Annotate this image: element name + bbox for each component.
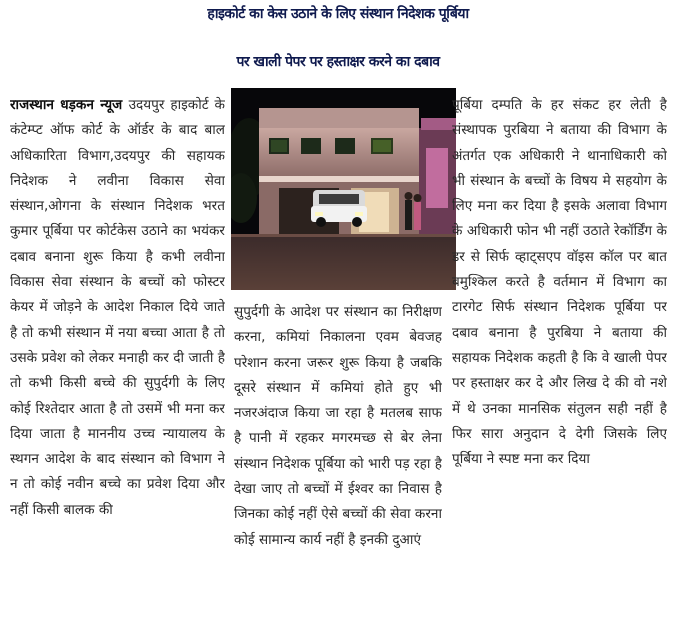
article-column-3 [452, 93, 667, 613]
headline-line-1: हाइकोर्ट का केस उठाने के लिए संस्थान निदेशक पूर्बिया [207, 6, 469, 22]
column-3-text: पूर्बिया दम्पति के हर संकट हर लेती है संस्थापक पुरबिया ने बताया की विभाग के अंतर्गत एक अधिकारी ने थानाधिकारी को भी संस्थान के बच्चों के विषय मे सहयोग के लिए मना कर दिया है इसके अलावा विभाग के अधिकारी फोन भी नहीं उठाते रेकॉर्डिंग के डर से सिर्फ व्हाट्सएप वॉइस कॉल पर बात बमुश्किल करते है वर्तमान में विभाग का टारगेट सिर्फ संस्थान निदेशक पूर्बिया पर दबाव बनाना है पुरबिया ने बताया की सहायक निदेशक कहती है कि वे खाली पेपर पर हस्ताक्षर कर दे और लिख दे की वो नशे में थे उनका मानसिक संतुलन सही नहीं है फिर सारा अनुदान दे देगी जिसके लिए पूर्बिया ने स्पष्ट मना कर दिया [452, 97, 667, 468]
news-photo [231, 88, 456, 290]
column-1-text: उदयपुर हाइकोर्ट के कंटेम्प्ट ऑफ कोर्ट के ऑर्डर के बाद बाल अधिकारिता विभाग,उदयपुर की सहायक निदेशक ने लवीना विकास सेवा संस्थान,ओगना के संस्थान निदेशक भरत कुमार पूर्बिया पर कोर्टकेस उठाने का भयंकर दबाव बनाना शुरू किया है कभी लवीना विकास सेवा संस्थान के बच्चों को फोस्टर केयर में जोड़ने के आदेश निकाल दिये जाते है तो कभी संस्थान में नया बच्चा आता है तो उसके प्रवेश को लेकर मनाही कर दी जाती है तो कभी किसी बच्चे की सुपुर्दगी के लिए कोई रिश्तेदार आता है तो उसमें भी मना कर दिया जाता है माननीय उच्च न्यायालय के स्थगन आदेश के बाद संस्थान को विभाग ने न तो कोई नवीन बच्चे का प्रवेश दिया और नहीं किसी बालक की [10, 97, 225, 518]
night-building-photo [231, 88, 456, 290]
dateline: राजस्थान धड़कन न्यूज [10, 97, 129, 113]
column-2-text: सुपुर्दगी के आदेश पर संस्थान का निरीक्षण करना, कमियां निकालना एवम बेवजह परेशान करना जरूर शुरू किया है जबकि दूसरे संस्थान में कमियां होते हुए भी नजरअंदाज किया जा रहा है मतलब साफ है पानी में रहकर मगरमच्छ से बेर लेना संस्थान निदेशक पूर्बिया को भारी पड़ रहा है देखा जाए तो बच्चों में ईश्वर का निवास है जिनका कोई नहीं ऐसे बच्चों की सेवा करना कोई सामान्य कार्य नहीं है इनकी दुआएं [234, 304, 442, 548]
article-column-2 [234, 300, 442, 620]
article-column-1 [10, 93, 225, 628]
headline-line-2: पर खाली पेपर पर हस्ताक्षर करने का दबाव [236, 54, 440, 70]
